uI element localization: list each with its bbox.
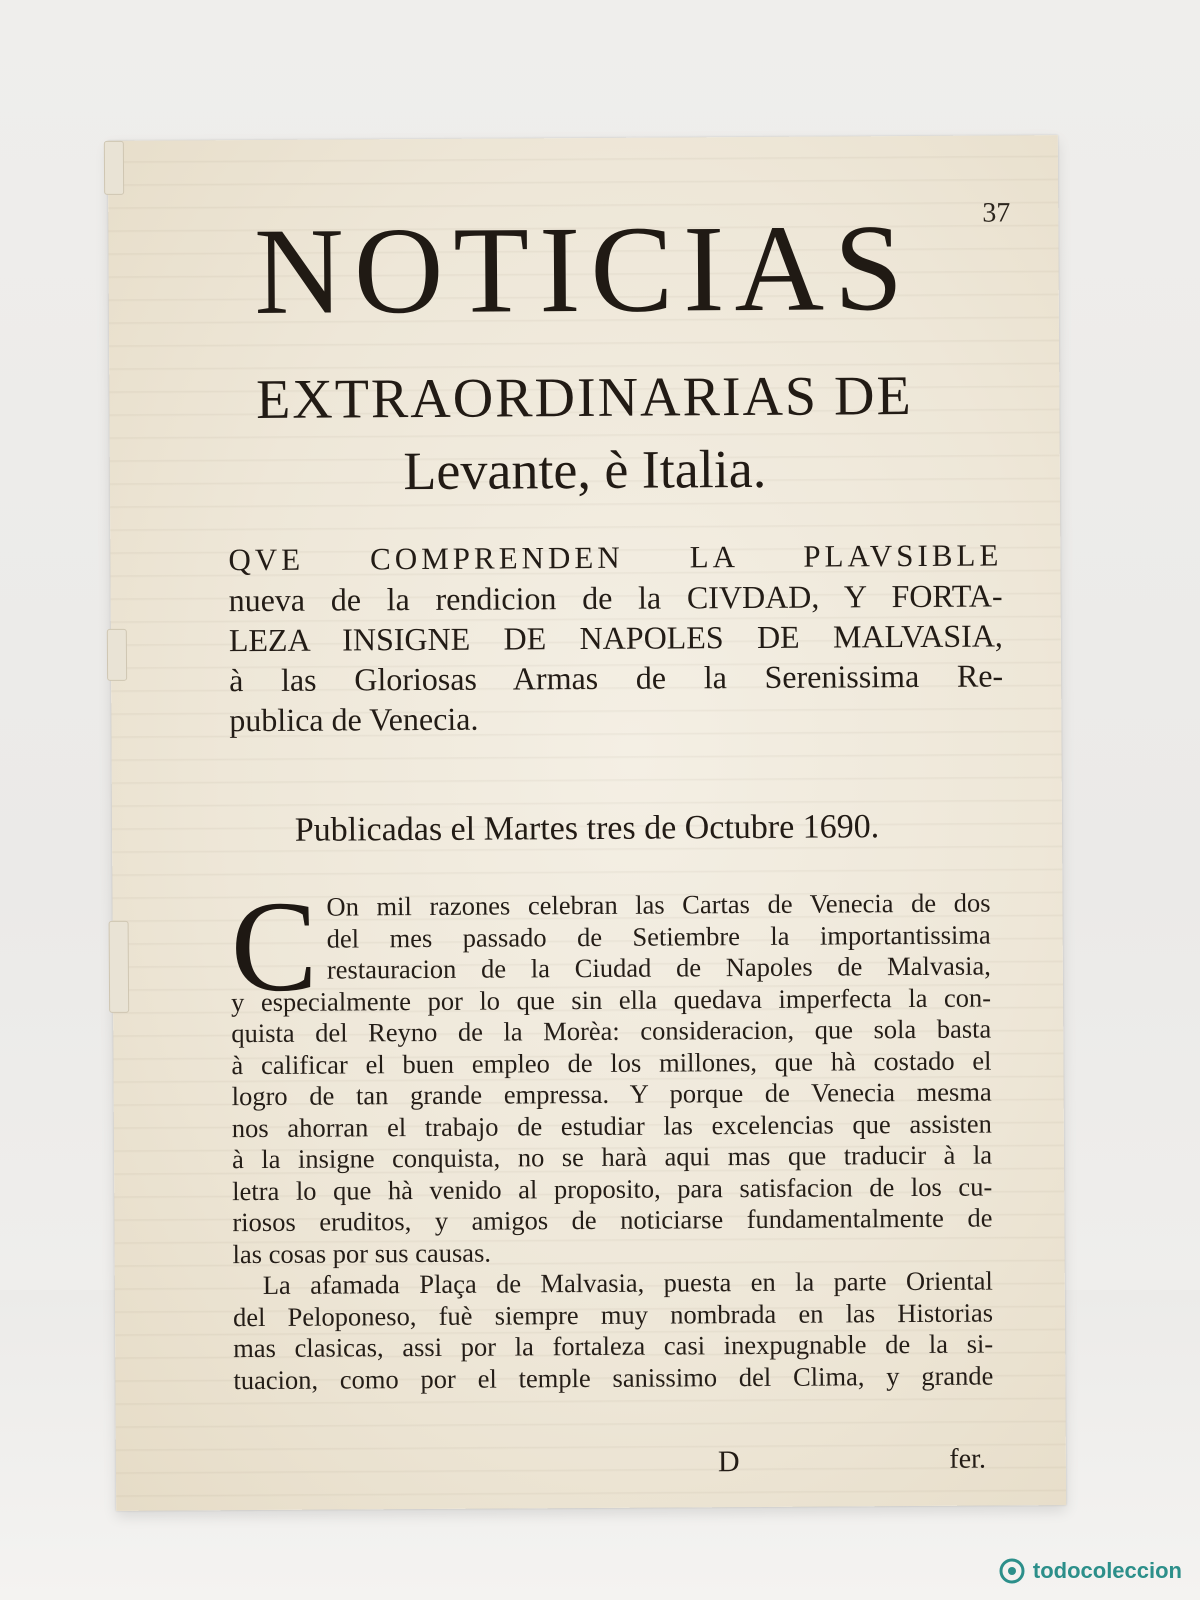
document-page <box>108 135 1066 1511</box>
body-line: tuacion, como por el temple sanissimo del Clima, y grande <box>233 1360 994 1395</box>
page-number: 37 <box>982 197 1011 229</box>
summary-line: à las Gloriosas Armas de la Serenissima Re- <box>229 657 1004 699</box>
binding-stitch-middle <box>107 629 127 681</box>
body-line: à calificar el buen empleo de los millones, que hà costado el <box>231 1045 992 1080</box>
body-line: del Peloponeso, fuè siempre muy nombrada en las Historias <box>232 1297 994 1332</box>
body-line: las cosas por sus causas. <box>232 1237 492 1269</box>
body-line: nos ahorran el trabajo de estudiar las excelencias que assisten <box>231 1108 992 1143</box>
body-line: restauracion de la Ciudad de Napoles de Malvasia, <box>326 950 991 985</box>
summary-line: LEZA INSIGNE DE NAPOLES DE MALVASIA, <box>228 617 1003 659</box>
body-text <box>230 874 994 1397</box>
publication-date: Publicadas el Martes tres de Octubre 1690. <box>294 808 880 849</box>
summary-line: publica de Venecia. <box>229 700 479 739</box>
binding-stitch-lower <box>109 921 130 1013</box>
catchword: fer. <box>949 1443 986 1475</box>
watermark <box>999 1558 1182 1584</box>
binding-stitch-top <box>104 141 124 195</box>
body-line: del mes passado de Setiembre la importantissima <box>326 919 991 954</box>
title-subtitle: EXTRAORDINARIAS DE <box>255 365 913 432</box>
body-line: à la insigne conquista, no se harà aqui mas que traducir à la <box>231 1139 993 1175</box>
body-line: letra lo que hà venido al proposito, para satisfacion de los cu- <box>232 1171 993 1206</box>
body-line: On mil razones celebran las Cartas de Venecia de dos <box>326 887 991 922</box>
summary-line: nueva de la rendicion de la CIVDAD, Y FORTA- <box>228 577 1003 619</box>
summary-block <box>228 535 1003 740</box>
body-line: riosos eruditos, y amigos de noticiarse fundamentalmente de <box>232 1202 993 1238</box>
title-place: Levante, è Italia. <box>403 438 767 502</box>
title-main: NOTICIAS <box>253 198 914 341</box>
body-line: quista del Reyno de la Morèa: consideracion, que sola basta <box>231 1013 992 1049</box>
signature-mark: D <box>717 1445 740 1479</box>
body-line: logro de tan grande empressa. Y porque de Venecia mesma <box>231 1076 992 1112</box>
drop-cap: C <box>230 874 318 1020</box>
watermark-text: todocoleccion <box>1032 1558 1182 1583</box>
summary-line: QVE COMPRENDEN LA PLAVSIBLE <box>228 537 1003 578</box>
body-line: y especialmente por lo que sin ella quedava imperfecta la con- <box>230 982 992 1017</box>
watermark-logo-icon <box>999 1558 1025 1584</box>
body-line: La afamada Plaça de Malvasia, puesta en la parte Oriental <box>262 1265 993 1300</box>
body-line: mas clasicas, assi por la fortaleza casi inexpugnable de la si- <box>233 1328 994 1364</box>
